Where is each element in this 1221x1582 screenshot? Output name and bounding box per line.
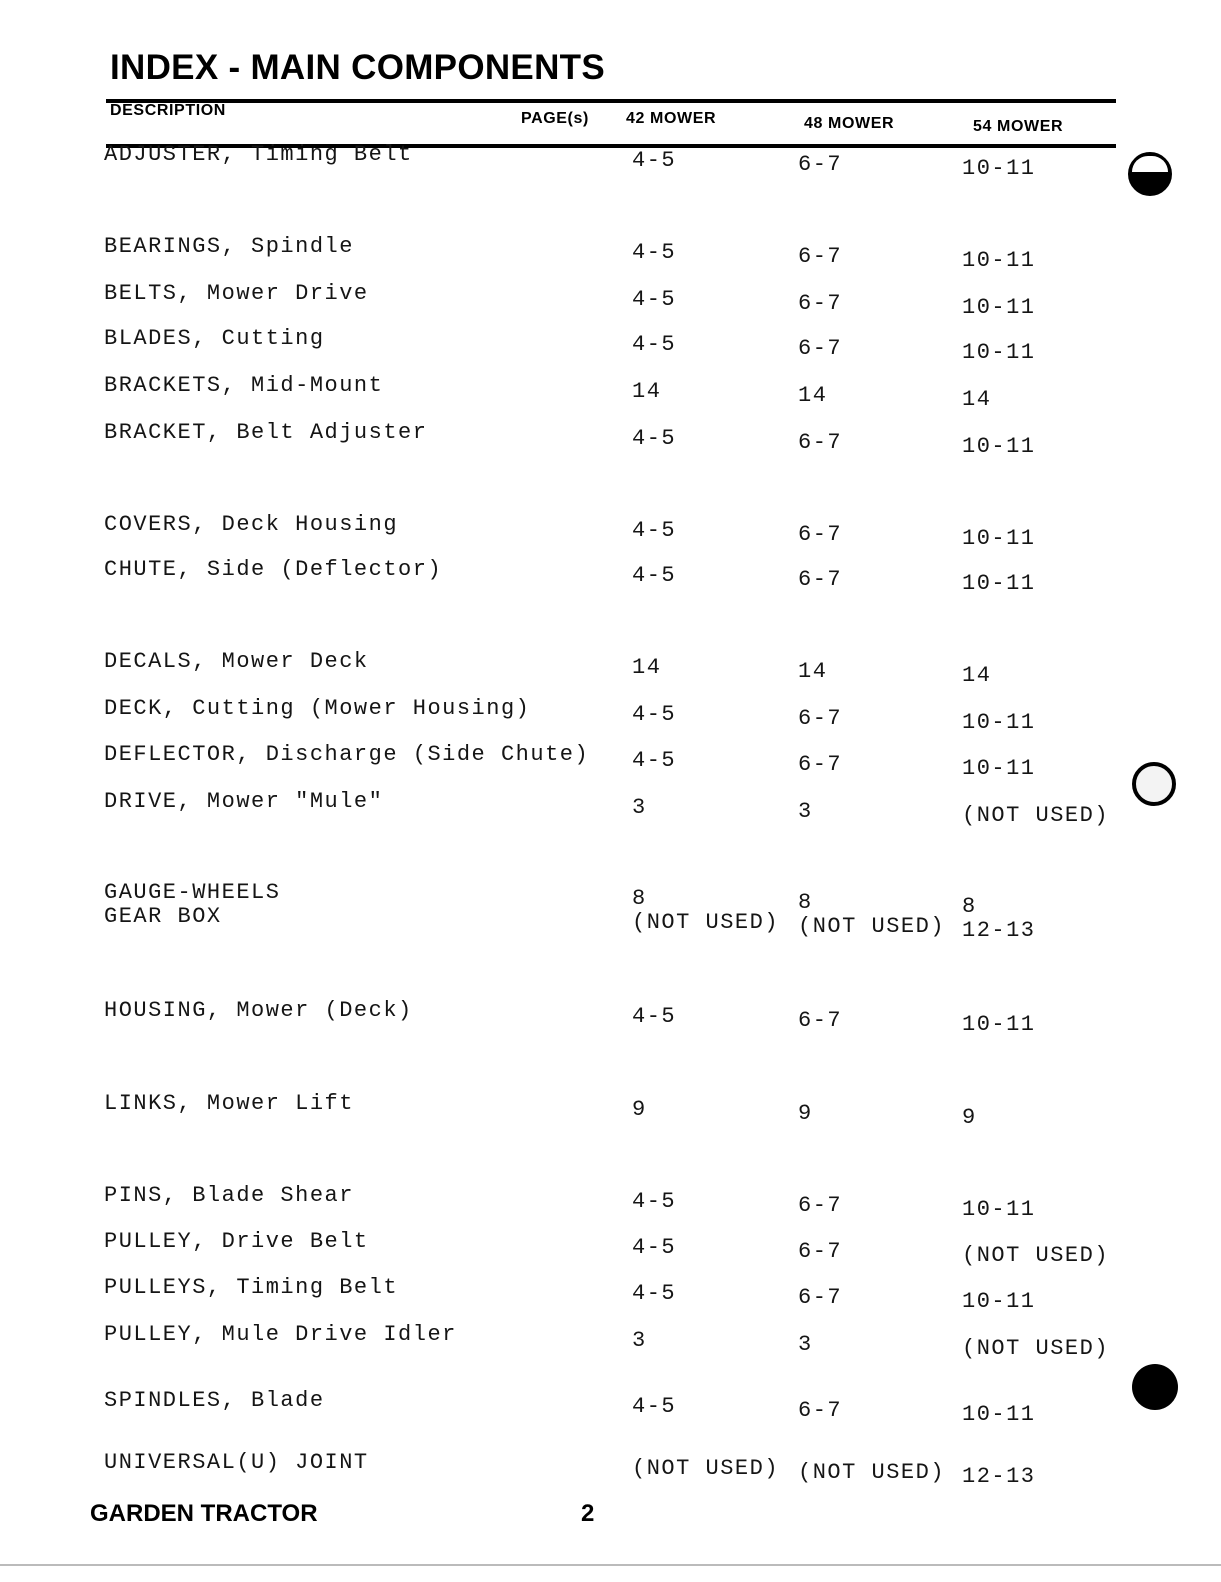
table-row: [0, 281, 1221, 321]
table-row: [0, 742, 1221, 782]
row-description: BELTS, Mower Drive: [104, 281, 369, 306]
row-pages-54-mower: 10-11: [962, 434, 1036, 459]
row-pages-48-mower: 6-7: [798, 430, 843, 455]
row-pages-42-mower: 4-5: [632, 1189, 677, 1214]
table-row: [0, 904, 1221, 944]
row-pages-42-mower: 4-5: [632, 1394, 677, 1419]
row-pages-48-mower: 3: [798, 1332, 813, 1357]
header-42-mower: 42 MOWER: [626, 110, 717, 127]
row-pages-42-mower: 4-5: [632, 702, 677, 727]
header-description: DESCRIPTION: [110, 102, 226, 119]
row-pages-48-mower: 6-7: [798, 1193, 843, 1218]
row-pages-54-mower: 12-13: [962, 1464, 1036, 1489]
row-pages-42-mower: 4-5: [632, 148, 677, 173]
header-54-mower: 54 MOWER: [973, 118, 1064, 135]
row-pages-54-mower: 10-11: [962, 1289, 1036, 1314]
row-description: GAUGE-WHEELS: [104, 880, 281, 905]
binder-hole-middle: [1132, 762, 1176, 806]
row-pages-48-mower: 6-7: [798, 244, 843, 269]
table-row: [0, 696, 1221, 736]
row-pages-54-mower: 10-11: [962, 156, 1036, 181]
header-pages: PAGE(s): [521, 110, 589, 127]
row-description: BRACKETS, Mid-Mount: [104, 373, 384, 398]
row-description: DRIVE, Mower "Mule": [104, 789, 384, 814]
row-pages-48-mower: 6-7: [798, 291, 843, 316]
table-row: [0, 420, 1221, 460]
row-description: CHUTE, Side (Deflector): [104, 557, 443, 582]
row-description: BLADES, Cutting: [104, 326, 325, 351]
row-pages-54-mower: 9: [962, 1105, 977, 1130]
row-pages-48-mower: 6-7: [798, 752, 843, 777]
row-pages-42-mower: 4-5: [632, 426, 677, 451]
row-pages-54-mower: 10-11: [962, 1402, 1036, 1427]
row-pages-42-mower: 3: [632, 1328, 647, 1353]
row-pages-54-mower: 10-11: [962, 756, 1036, 781]
table-row: [0, 234, 1221, 274]
row-pages-54-mower: 10-11: [962, 1197, 1036, 1222]
table-row: [0, 1388, 1221, 1428]
row-pages-54-mower: 10-11: [962, 295, 1036, 320]
header-48-mower: 48 MOWER: [804, 115, 895, 132]
table-row: [0, 1183, 1221, 1223]
row-description: BRACKET, Belt Adjuster: [104, 420, 428, 445]
row-pages-48-mower: 6-7: [798, 567, 843, 592]
table-row: [0, 557, 1221, 597]
row-pages-54-mower: 8: [962, 894, 977, 919]
table-row: [0, 1275, 1221, 1315]
row-description: UNIVERSAL(U) JOINT: [104, 1450, 369, 1475]
row-description: COVERS, Deck Housing: [104, 512, 399, 537]
row-pages-42-mower: 4-5: [632, 748, 677, 773]
table-row: [0, 326, 1221, 366]
row-pages-48-mower: 9: [798, 1101, 813, 1126]
row-pages-42-mower: 4-5: [632, 1281, 677, 1306]
row-pages-48-mower: (NOT USED): [798, 1460, 946, 1485]
table-row: [0, 1229, 1221, 1269]
table-row: [0, 1322, 1221, 1362]
table-row: [0, 512, 1221, 552]
row-pages-48-mower: 6-7: [798, 706, 843, 731]
row-pages-48-mower: 14: [798, 659, 828, 684]
row-pages-54-mower: 10-11: [962, 340, 1036, 365]
row-pages-48-mower: 6-7: [798, 1008, 843, 1033]
row-pages-42-mower: 4-5: [632, 240, 677, 265]
row-pages-42-mower: 4-5: [632, 287, 677, 312]
row-description: DECALS, Mower Deck: [104, 649, 369, 674]
row-pages-54-mower: (NOT USED): [962, 803, 1110, 828]
row-pages-54-mower: 10-11: [962, 526, 1036, 551]
row-pages-48-mower: 6-7: [798, 336, 843, 361]
page-bottom-edge: [0, 1564, 1221, 1566]
row-description: HOUSING, Mower (Deck): [104, 998, 413, 1023]
row-pages-42-mower: 4-5: [632, 563, 677, 588]
row-pages-42-mower: 4-5: [632, 1235, 677, 1260]
row-pages-54-mower: 14: [962, 387, 992, 412]
page-title: INDEX - MAIN COMPONENTS: [110, 48, 605, 87]
row-pages-48-mower: 3: [798, 799, 813, 824]
row-pages-54-mower: 10-11: [962, 571, 1036, 596]
row-pages-42-mower: 4-5: [632, 332, 677, 357]
footer-title: GARDEN TRACTOR: [90, 1500, 318, 1527]
row-pages-48-mower: 6-7: [798, 1285, 843, 1310]
row-pages-42-mower: 8: [632, 886, 647, 911]
row-pages-48-mower: 6-7: [798, 522, 843, 547]
row-pages-48-mower: 6-7: [798, 1239, 843, 1264]
row-description: PULLEY, Mule Drive Idler: [104, 1322, 457, 1347]
row-pages-42-mower: 4-5: [632, 518, 677, 543]
page-number: 2: [581, 1500, 595, 1527]
row-pages-48-mower: 8: [798, 890, 813, 915]
row-pages-42-mower: 3: [632, 795, 647, 820]
row-description: PULLEYS, Timing Belt: [104, 1275, 399, 1300]
row-pages-48-mower: 6-7: [798, 152, 843, 177]
row-pages-48-mower: 14: [798, 383, 828, 408]
row-description: BEARINGS, Spindle: [104, 234, 354, 259]
row-pages-42-mower: 14: [632, 379, 662, 404]
row-description: LINKS, Mower Lift: [104, 1091, 354, 1116]
row-description: DECK, Cutting (Mower Housing): [104, 696, 531, 721]
binder-hole-top: [1128, 152, 1172, 196]
row-pages-54-mower: 10-11: [962, 1012, 1036, 1037]
row-pages-54-mower: (NOT USED): [962, 1336, 1110, 1361]
row-pages-48-mower: (NOT USED): [798, 914, 946, 939]
table-row: [0, 142, 1221, 182]
table-row: [0, 1091, 1221, 1131]
table-row: [0, 998, 1221, 1038]
row-pages-54-mower: 10-11: [962, 710, 1036, 735]
row-pages-54-mower: 12-13: [962, 918, 1036, 943]
row-pages-42-mower: (NOT USED): [632, 1456, 780, 1481]
row-pages-54-mower: 14: [962, 663, 992, 688]
table-row: [0, 373, 1221, 413]
binder-hole-bottom: [1132, 1364, 1178, 1410]
row-pages-42-mower: 14: [632, 655, 662, 680]
header-rule-top: [106, 99, 1116, 103]
row-description: DEFLECTOR, Discharge (Side Chute): [104, 742, 590, 767]
row-description: SPINDLES, Blade: [104, 1388, 325, 1413]
row-description: ADJUSTER, Timing Belt: [104, 142, 413, 167]
row-description: PINS, Blade Shear: [104, 1183, 354, 1208]
row-pages-54-mower: (NOT USED): [962, 1243, 1110, 1268]
row-pages-42-mower: (NOT USED): [632, 910, 780, 935]
table-row: [0, 789, 1221, 829]
row-pages-42-mower: 4-5: [632, 1004, 677, 1029]
row-pages-54-mower: 10-11: [962, 248, 1036, 273]
row-pages-42-mower: 9: [632, 1097, 647, 1122]
row-description: PULLEY, Drive Belt: [104, 1229, 369, 1254]
row-description: GEAR BOX: [104, 904, 222, 929]
row-pages-48-mower: 6-7: [798, 1398, 843, 1423]
table-row: [0, 649, 1221, 689]
table-row: [0, 1450, 1221, 1490]
